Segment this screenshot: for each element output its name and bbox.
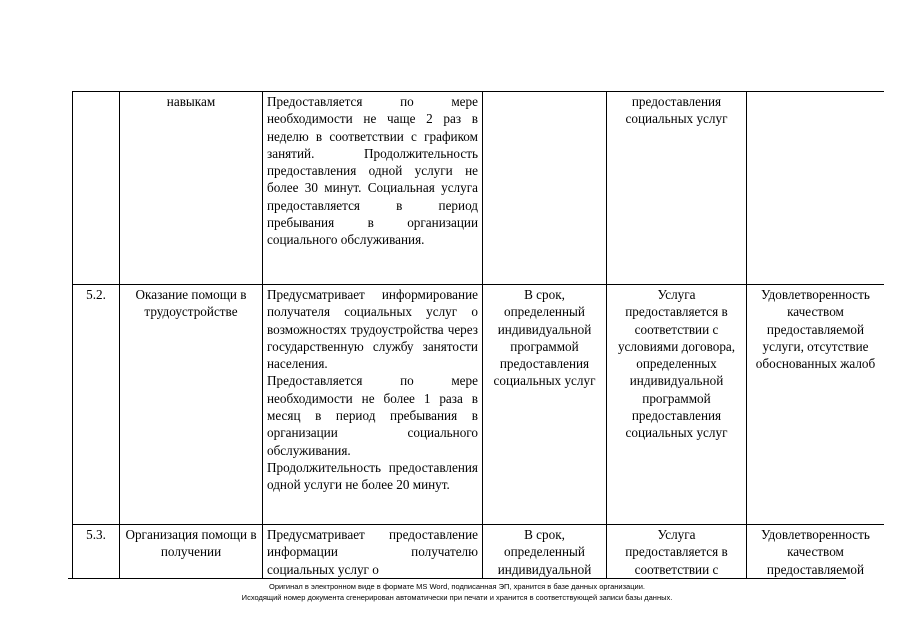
service-term — [483, 92, 607, 285]
row-number — [73, 92, 120, 285]
description-paragraph: Предусматривает предоставление информации получателю социальных услуг о — [267, 527, 478, 577]
service-quality — [747, 92, 885, 285]
row-number: 5.3. — [73, 525, 120, 579]
services-table — [72, 91, 884, 578]
table-row — [73, 285, 885, 525]
service-conditions: Услуга предоставляется в соответствии с условиями договора, определенных индивидуальной программой предоставления социальных услуг — [607, 285, 747, 525]
description-paragraph: Предоставляется по мере необходимости не более 1 раза в месяц в период пребывания в организации социального обслуживания. — [267, 373, 478, 458]
description-paragraph: Предусматривает информирование получателя социальных услуг о возможностях трудоустройства через государственную службу занятости населения. — [267, 287, 478, 372]
service-name: Организация помощи в получении — [120, 525, 263, 579]
table-row — [73, 525, 885, 579]
services-table-wrapper — [72, 91, 884, 578]
service-quality: Удовлетворенность качеством предоставляемой — [747, 525, 885, 579]
service-name: Оказание помощи в трудоустройстве — [120, 285, 263, 525]
service-conditions: Услуга предоставляется в соответствии с — [607, 525, 747, 579]
footer-divider — [68, 578, 846, 579]
service-description — [263, 525, 483, 579]
service-name: навыкам — [120, 92, 263, 285]
row-number: 5.2. — [73, 285, 120, 525]
service-term: В срок, определенный индивидуальной программой предоставления социальных услуг — [483, 285, 607, 525]
table-row — [73, 92, 885, 285]
description-paragraph: Продолжительность предоставления одной услуги не более 20 минут. — [267, 459, 478, 493]
description-paragraph: Предоставляется по мере необходимости не чаще 2 раз в неделю в соответствии с графиком занятий. Продолжительность предоставления одной услуги не более 30 минут. Социальная услуга предоставляется в период пребывания в организации социального обслуживания. — [267, 94, 478, 248]
service-description — [263, 285, 483, 525]
footer-note-number: Исходящий номер документа сгенерирован автоматически при печати и хранится в соответствующей записи базы данных. — [241, 593, 673, 602]
footer-note-original: Оригинал в электронном виде в формате MS Word, подписанная ЭП, хранится в базе данных организации. — [268, 582, 645, 591]
service-term: В срок, определенный индивидуальной — [483, 525, 607, 579]
service-description — [263, 92, 483, 285]
service-conditions: предоставления социальных услуг — [607, 92, 747, 285]
service-quality: Удовлетворенность качеством предоставляемой услуги, отсутствие обоснованных жалоб — [747, 285, 885, 525]
